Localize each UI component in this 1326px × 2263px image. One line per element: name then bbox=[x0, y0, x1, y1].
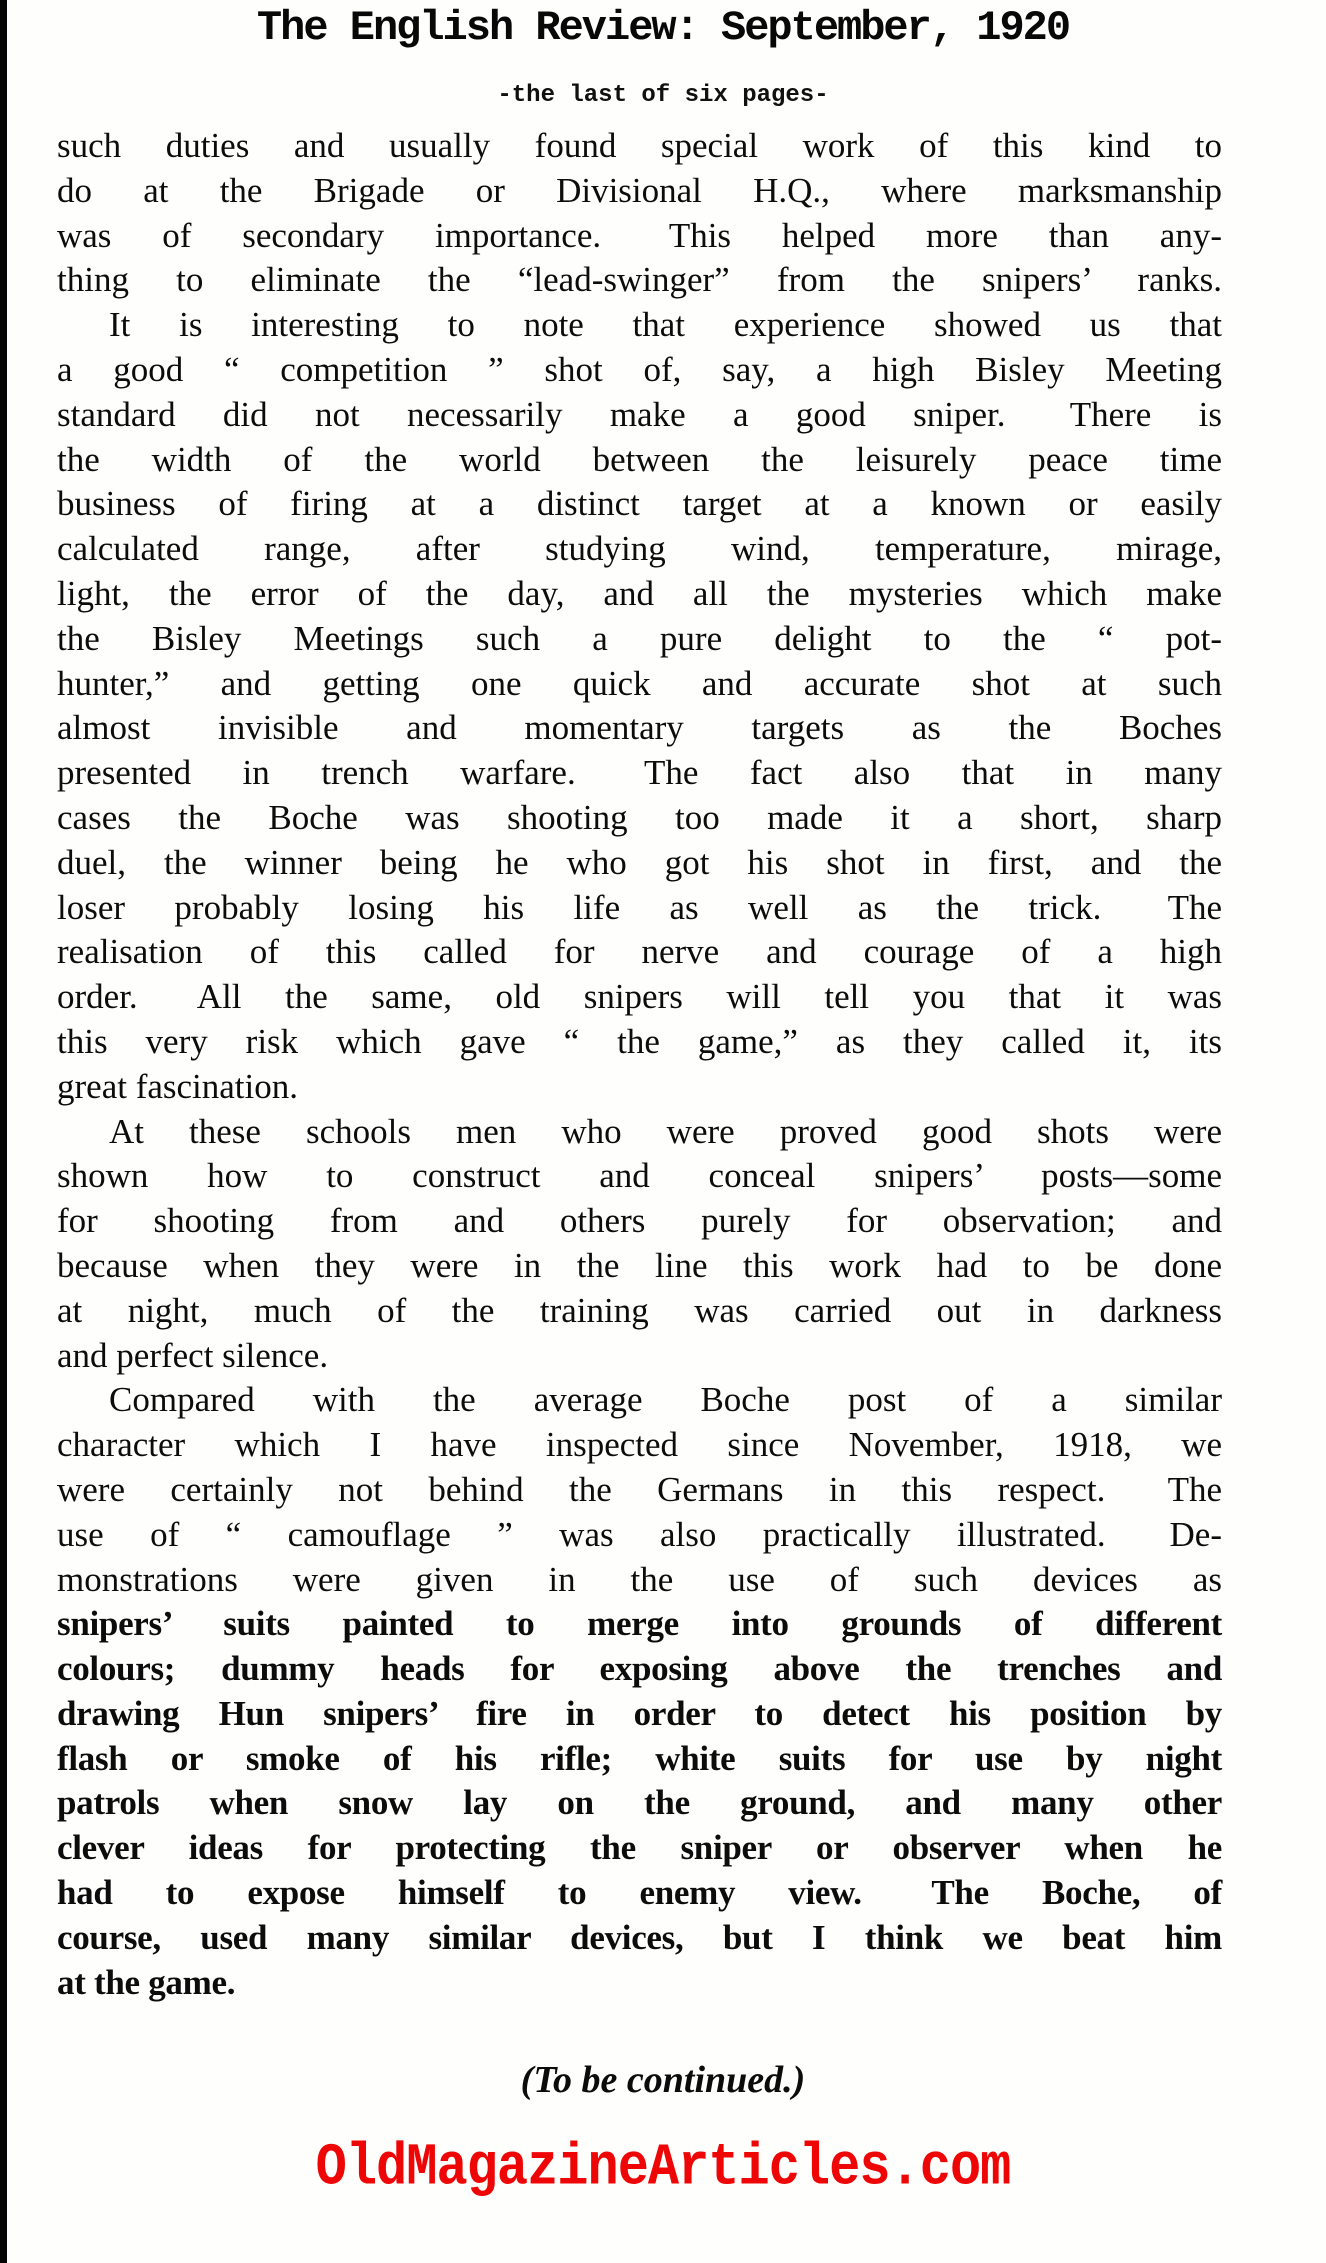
text-line: was of secondary importance. This helped more than any- bbox=[57, 215, 1222, 255]
text-line: the Bisley Meetings such a pure delight to the “ pot- bbox=[57, 618, 1222, 658]
text-line: do at the Brigade or Divisional H.Q., where marksmanship bbox=[57, 170, 1222, 210]
text-line: calculated range, after studying wind, temperature, mirage, bbox=[57, 529, 1222, 569]
text-line: almost invisible and momentary targets as the Boches bbox=[57, 708, 1222, 748]
text-line: at the game. bbox=[57, 1962, 236, 2002]
text-line: hunter,” and getting one quick and accurate shot at such bbox=[57, 663, 1222, 703]
text-line: drawing Hun snipers’ fire in order to detect his position by bbox=[57, 1693, 1222, 1733]
text-line: had to expose himself to enemy view. The Boche, of bbox=[57, 1873, 1222, 1913]
text-line: snipers’ suits painted to merge into grounds of different bbox=[57, 1604, 1222, 1644]
site-watermark: OldMagazineArticles.com bbox=[315, 2134, 1011, 2202]
text-line: a good “ competition ” shot of, say, a high Bisley Meeting bbox=[57, 349, 1222, 389]
text-line: At these schools men who were proved good shots were bbox=[109, 1111, 1222, 1151]
text-line: great fascination. bbox=[57, 1066, 299, 1106]
text-line: course, used many similar devices, but I think we beat him bbox=[57, 1917, 1222, 1957]
text-line: Compared with the average Boche post of a similar bbox=[109, 1380, 1222, 1420]
text-line: the width of the world between the leisurely peace time bbox=[57, 439, 1222, 479]
text-line: It is interesting to note that experience showed us that bbox=[109, 305, 1222, 345]
text-line: clever ideas for protecting the sniper or observer when he bbox=[57, 1828, 1222, 1868]
text-line: this very risk which gave “ the game,” as they called it, its bbox=[57, 1021, 1222, 1061]
text-line: patrols when snow lay on the ground, and many other bbox=[57, 1783, 1222, 1823]
text-line: at night, much of the training was carried out in darkness bbox=[57, 1290, 1222, 1330]
magazine-title: The English Review: September, 1920 bbox=[256, 4, 1070, 52]
text-line: realisation of this called for nerve and courage of a high bbox=[57, 932, 1222, 972]
text-line: colours; dummy heads for exposing above the trenches and bbox=[57, 1649, 1222, 1689]
text-line: and perfect silence. bbox=[57, 1335, 329, 1375]
text-line: were certainly not behind the Germans in this respect. The bbox=[57, 1469, 1222, 1509]
text-line: business of firing at a distinct target at a known or easily bbox=[57, 484, 1222, 524]
text-line: for shooting from and others purely for observation; and bbox=[57, 1201, 1222, 1241]
article-body bbox=[57, 124, 1222, 2005]
to-be-continued-note: (To be continued.) bbox=[520, 2059, 806, 2101]
text-line: character which I have inspected since November, 1918, we bbox=[57, 1425, 1222, 1465]
text-line: monstrations were given in the use of such devices as bbox=[57, 1559, 1222, 1599]
text-line: thing to eliminate the “lead-swinger” from the snipers’ ranks. bbox=[57, 260, 1222, 300]
text-line: loser probably losing his life as well as the trick. The bbox=[57, 887, 1222, 927]
text-line: standard did not necessarily make a good sniper. There is bbox=[57, 394, 1222, 434]
text-line: shown how to construct and conceal snipers’ posts—some bbox=[57, 1156, 1222, 1196]
text-line: order. All the same, old snipers will tell you that it was bbox=[57, 977, 1222, 1017]
text-line: cases the Boche was shooting too made it a short, sharp bbox=[57, 797, 1222, 837]
text-line: presented in trench warfare. The fact also that in many bbox=[57, 753, 1222, 793]
page-count-note: -the last of six pages- bbox=[497, 82, 829, 109]
text-line: flash or smoke of his rifle; white suits for use by night bbox=[57, 1738, 1222, 1778]
text-line: such duties and usually found special work of this kind to bbox=[57, 126, 1222, 165]
text-line: light, the error of the day, and all the mysteries which make bbox=[57, 573, 1222, 613]
scan-edge-artifact bbox=[0, 0, 7, 2263]
text-line: because when they were in the line this work had to be done bbox=[57, 1245, 1222, 1285]
text-line: duel, the winner being he who got his shot in first, and the bbox=[57, 842, 1222, 882]
text-line: use of “ camouflage ” was also practically illustrated. De- bbox=[57, 1514, 1222, 1554]
